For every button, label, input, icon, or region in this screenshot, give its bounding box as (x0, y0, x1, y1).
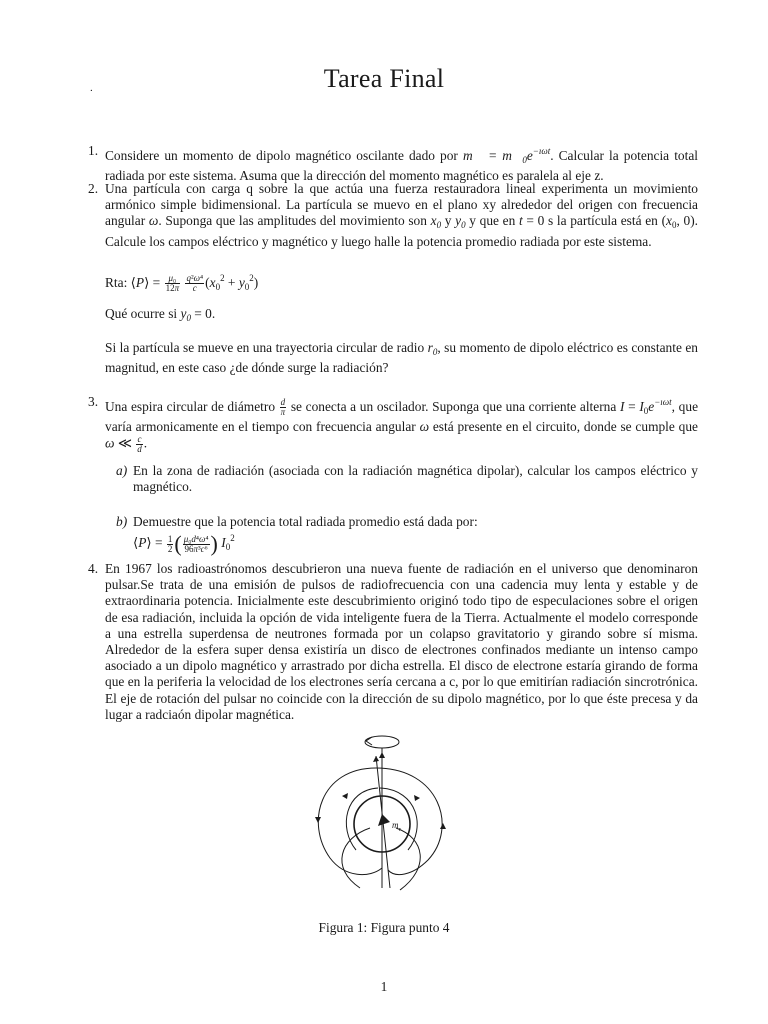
page-dot: . (90, 82, 93, 94)
figure-caption: Figura 1: Figura punto 4 (318, 920, 450, 935)
math-expression: $y_0$ (180, 306, 191, 323)
math-expression: ω (148, 213, 159, 229)
problem-2: 2. Una partícula con carga q sobre la que actúa una fuerza restauradora lineal experimenta un movimiento armónico simple bidimensional. La partícula se muevo en el plano xy alrededor del origen con frecuencia angular ω. Suponga que las amplitudes del movimiento son $x_0$ y $y_0$ y que en t = 0 s la partícula está en ($x_0$, 0). Calcule los campos eléctrico y magnético y luego halle la potencia promedio radiada por este sistema. (88, 181, 699, 249)
problem-text: . Suponga que las amplitudes del movimiento son (158, 213, 431, 229)
problem-number: 2. (88, 181, 99, 196)
problem-text: Si la partícula se mueve en una trayectoria circular de radio (105, 340, 428, 355)
subitem-label: b) (116, 514, 128, 529)
problem-text: . Calcule los campos eléctrico y magnético y luego halle la potencia promedio radiada por este sistema. (105, 213, 699, 249)
problem-1 (88, 143, 698, 184)
problem-text: Una partícula con carga q sobre la que actúa una fuerza restauradora lineal experimenta un movimiento armónico simple bidimensional. La partícula se muevo en el plano xy alrededor del origen con frecuencia angular (105, 181, 698, 229)
problem-number: 4. (88, 561, 99, 576)
subitem-label: a) (116, 463, 128, 478)
subitem-a (116, 463, 698, 495)
page-number: 1 (380, 979, 388, 994)
problem-text: y que en (465, 213, 519, 229)
problem-number: 3. (88, 394, 99, 409)
math-expression: $x_0$ (430, 213, 442, 231)
answer-line (88, 270, 698, 295)
page-title: Tarea Final (323, 64, 445, 93)
math-expression: m⃗ = $m⃗_0e^{-ı\omega t}$ (462, 146, 551, 165)
subitem-b (116, 514, 698, 555)
problem-4 (88, 561, 698, 723)
question-line: Qué ocurre si $y_0 = 0$. (105, 306, 216, 323)
problem-text: Considere un momento de dipolo magnético oscilante dado por (105, 148, 463, 163)
problem-text: Una espira circular de diámetro (105, 399, 279, 414)
dipole-label-sub: r (399, 827, 401, 833)
math-expression: I (619, 399, 625, 414)
math-expression: $\frac{d}{\pi}$ (280, 397, 286, 418)
problem-text: , su momento de dipolo eléctrico es constante en magnitud, en este caso ¿de dónde surge la radiación? (105, 340, 698, 376)
math-expression: ⟨P⟩ = $\frac{\text{μ₀}}{12\pi}$ $\frac{\text{q²ω⁴}}{c}$ $(x_0^2 + y_0^2)$ (130, 273, 259, 294)
subitem-text: Demuestre que la potencia total radiada promedio está dada por: (133, 514, 478, 529)
math-expression: ω (419, 419, 430, 435)
problem-number: 1. (88, 143, 99, 158)
math-expression: ω (105, 435, 115, 451)
dipole-label: m (392, 820, 399, 830)
pulsar-diagram (300, 728, 460, 908)
answer-label: Rta: (105, 275, 131, 290)
question-text: Qué ocurre si (105, 306, 181, 321)
problem-text: s la partícula está en (544, 213, 662, 229)
problem-text: está presente en el circuito, donde se cumple que (429, 419, 698, 435)
circular-paragraph (88, 340, 698, 376)
math-expression: ⟨P⟩ = $\frac{1}{2}$ ( $\frac{\text{μ₀d⁴ω⁴}}{\text{96π³c⁶}}$ ) $I_0^2$ (133, 531, 235, 557)
problem-text: se conecta a un oscilador. Suponga que una corriente alterna (287, 399, 620, 414)
problem-3: 3. Una espira circular de diámetro $\frac{d}{\pi}$ se conecta a un oscilador. Suponga que una corriente alterna $I = I_0e^{-ı\omega t}$, que varía armonicamente en el tiempo con frecuencia angular ω está presente en el circuito, donde se cumple que ω ≪ $\frac{c}{d}$ . (88, 394, 699, 455)
math-expression: $\frac{c}{d}$ (137, 434, 142, 455)
problem-text: En 1967 los radioastrónomos descubrieron una nueva fuente de radiación en el universo que denominaron pulsar.Se trata de una emisión de pulsos de radiofrecuencia con una cadencia muy lenta y estable y de extraordinaria potencia. Inicialmente este descubrimiento originó todo tipo de especulaciones sobre el origen de esa radiación, incluida la opción de vida inteligente fuera de la Tierra. Actualmente el modelo corresponde a una estrella superdensa de neutrones formada por un colapso gravitatorio y girando sobre sí misma. Alrededor de la esfera super densa existiría un disco de electrones confinados mediante un intenso campo asociado a un dipolo magnético y arrastrado por dicha estrella. El disco de electrone estaría girando de forma que en la periferia la velocidad de los electrones sería cercana a c, por lo que emitirían radiación sincrotrónica. El eje de rotación del pulsar no coincide con la dirección de su dipolo magnético, por lo que éste precesa y da lugar a radciaón dipolar magnética. (105, 561, 698, 722)
pulsar-figure (300, 728, 460, 908)
math-expression: t (518, 213, 523, 229)
problem-text: , que varía armonicamente en el tiempo con frecuencia angular (105, 399, 699, 435)
problem-text: . Calcular la potencia total radiada por este sistema. Asuma que la dirección del momento magnético es paralela al eje z. (105, 148, 698, 184)
math-expression: $y_0$ (455, 213, 466, 231)
math-expression: $r_0$ (427, 340, 438, 357)
subitem-text: En la zona de radiación (asociada con la radiación magnética dipolar), calcular los campos eléctrico y magnético. (133, 463, 698, 495)
